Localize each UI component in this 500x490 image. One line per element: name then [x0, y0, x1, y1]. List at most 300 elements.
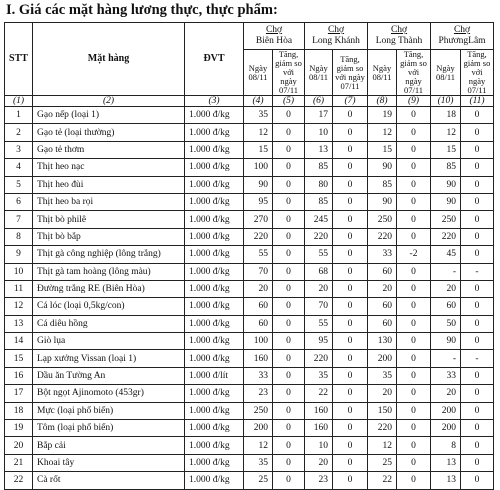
row-stt: 16 — [5, 367, 33, 384]
row-stt: 22 — [5, 472, 33, 489]
row-price-long-thanh: 60 — [368, 315, 397, 332]
table-row — [5, 437, 494, 454]
row-price-long-thanh: 200 — [368, 350, 397, 367]
row-price-long-thanh: 25 — [368, 454, 397, 471]
row-change-long-thanh: 0 — [397, 454, 431, 471]
price-table — [4, 22, 494, 490]
row-change-long-khanh: 0 — [333, 211, 368, 228]
row-change-bien-hoa: 0 — [273, 367, 305, 384]
header-market-bien-hoa — [244, 23, 305, 50]
row-unit: 1.000 đ/kg — [185, 298, 244, 315]
row-stt: 2 — [5, 124, 33, 141]
table-row — [5, 141, 494, 158]
row-change-phuong-lam: 0 — [461, 333, 494, 350]
row-price-long-khanh: 20 — [305, 454, 333, 471]
table-row — [5, 350, 494, 367]
row-item: Dầu ăn Tường An — [33, 367, 185, 384]
row-unit: 1.000 đ/kg — [185, 141, 244, 158]
row-price-bien-hoa: 55 — [244, 246, 273, 263]
row-price-long-khanh: 20 — [305, 280, 333, 297]
market-name: Long Khánh — [312, 36, 360, 46]
header-item: Mặt hàng — [33, 23, 185, 96]
row-unit: 1.000 đ/kg — [185, 124, 244, 141]
row-price-phuong-lam: 13 — [431, 472, 461, 489]
row-change-phuong-lam: 0 — [461, 420, 494, 437]
row-change-phuong-lam: 0 — [461, 107, 494, 124]
row-price-long-khanh: 95 — [305, 333, 333, 350]
row-change-phuong-lam: 0 — [461, 159, 494, 176]
row-change-bien-hoa: 0 — [273, 228, 305, 245]
row-change-long-thanh: 0 — [397, 315, 431, 332]
row-change-long-khanh: 0 — [333, 437, 368, 454]
row-price-bien-hoa: 20 — [244, 280, 273, 297]
row-stt: 3 — [5, 141, 33, 158]
row-price-phuong-lam: 90 — [431, 193, 461, 210]
column-number: (3) — [185, 96, 244, 107]
row-change-phuong-lam: 0 — [461, 228, 494, 245]
row-price-bien-hoa: 100 — [244, 159, 273, 176]
market-name: PhươngLâm — [438, 36, 486, 46]
row-price-bien-hoa: 35 — [244, 107, 273, 124]
row-unit: 1.000 đ/kg — [185, 176, 244, 193]
row-item: Thịt bò philê — [33, 211, 185, 228]
row-change-long-khanh: 0 — [333, 333, 368, 350]
row-change-long-khanh: 0 — [333, 280, 368, 297]
row-price-phuong-lam: 60 — [431, 298, 461, 315]
header-unit: ĐVT — [185, 23, 244, 96]
table-row — [5, 176, 494, 193]
market-name: Biên Hòa — [255, 36, 293, 46]
row-price-long-khanh: 245 — [305, 211, 333, 228]
row-change-long-thanh: 0 — [397, 193, 431, 210]
section-title: I. Giá các mặt hàng lương thực, thực phẩm: — [6, 2, 278, 18]
row-price-phuong-lam: 13 — [431, 454, 461, 471]
row-price-phuong-lam: 200 — [431, 420, 461, 437]
header-market-phuong-lam — [431, 23, 494, 50]
row-item: Gạo tẻ (loại thường) — [33, 124, 185, 141]
table-body — [5, 107, 494, 490]
row-price-phuong-lam: 8 — [431, 437, 461, 454]
row-price-long-khanh: 13 — [305, 141, 333, 158]
row-unit: 1.000 đ/kg — [185, 385, 244, 402]
row-price-phuong-lam: - — [431, 263, 461, 280]
row-change-long-thanh: 0 — [397, 280, 431, 297]
row-price-long-khanh: 160 — [305, 402, 333, 419]
row-unit: 1.000 đ/kg — [185, 402, 244, 419]
row-change-long-thanh: 0 — [397, 124, 431, 141]
row-stt: 8 — [5, 228, 33, 245]
row-item: Cà rốt — [33, 472, 185, 489]
row-change-long-khanh: 0 — [333, 315, 368, 332]
row-unit: 1.000 đ/kg — [185, 454, 244, 471]
row-price-phuong-lam: 50 — [431, 315, 461, 332]
row-change-phuong-lam: 0 — [461, 176, 494, 193]
table-row — [5, 246, 494, 263]
row-change-long-thanh: 0 — [397, 211, 431, 228]
table-row — [5, 367, 494, 384]
row-price-bien-hoa: 95 — [244, 193, 273, 210]
row-change-bien-hoa: 0 — [273, 193, 305, 210]
row-change-bien-hoa: 0 — [273, 159, 305, 176]
row-price-bien-hoa: 12 — [244, 124, 273, 141]
row-change-bien-hoa: 0 — [273, 402, 305, 419]
row-price-long-khanh: 85 — [305, 193, 333, 210]
table-row — [5, 193, 494, 210]
row-change-bien-hoa: 0 — [273, 298, 305, 315]
market-prefix: Chợ — [265, 25, 283, 35]
row-change-bien-hoa: 0 — [273, 124, 305, 141]
header-stt: STT — [5, 23, 33, 96]
table-row — [5, 228, 494, 245]
row-item: Cá lóc (loại 0,5kg/con) — [33, 298, 185, 315]
column-number: (2) — [33, 96, 185, 107]
row-item: Gạo nếp (loại 1) — [33, 107, 185, 124]
header-change: Tăng, giảm so với ngày 07/11 — [461, 50, 494, 96]
header-market-long-thanh — [368, 23, 431, 50]
header-change: Tăng, giảm so với ngày 07/11 — [273, 50, 305, 96]
row-stt: 11 — [5, 280, 33, 297]
row-item: Lạp xưởng Vissan (loại 1) — [33, 350, 185, 367]
row-change-long-khanh: 0 — [333, 298, 368, 315]
row-change-phuong-lam: 0 — [461, 298, 494, 315]
row-price-long-thanh: 33 — [368, 246, 397, 263]
row-item: Cá diêu hồng — [33, 315, 185, 332]
table-row — [5, 280, 494, 297]
row-stt: 21 — [5, 454, 33, 471]
row-stt: 5 — [5, 176, 33, 193]
row-stt: 20 — [5, 437, 33, 454]
column-number: (1) — [5, 96, 33, 107]
row-item: Bột ngọt Ajinomoto (453gr) — [33, 385, 185, 402]
table-row — [5, 159, 494, 176]
row-change-bien-hoa: 0 — [273, 263, 305, 280]
row-price-bien-hoa: 270 — [244, 211, 273, 228]
row-item: Khoai tây — [33, 454, 185, 471]
row-price-bien-hoa: 60 — [244, 298, 273, 315]
row-price-bien-hoa: 23 — [244, 385, 273, 402]
header-day: Ngày 08/11 — [244, 50, 273, 96]
row-stt: 7 — [5, 211, 33, 228]
row-item: Tôm (loại phổ biến) — [33, 420, 185, 437]
row-change-long-thanh: 0 — [397, 402, 431, 419]
row-change-long-khanh: 0 — [333, 350, 368, 367]
row-change-long-thanh: 0 — [397, 385, 431, 402]
row-price-phuong-lam: 18 — [431, 107, 461, 124]
header-market-long-khanh — [305, 23, 368, 50]
row-change-phuong-lam: 0 — [461, 454, 494, 471]
row-price-phuong-lam: 90 — [431, 176, 461, 193]
row-stt: 6 — [5, 193, 33, 210]
row-change-phuong-lam: - — [461, 263, 494, 280]
row-price-long-khanh: 70 — [305, 298, 333, 315]
row-change-long-khanh: 0 — [333, 107, 368, 124]
table-row — [5, 315, 494, 332]
row-change-bien-hoa: 0 — [273, 107, 305, 124]
row-change-long-khanh: 0 — [333, 159, 368, 176]
column-number: (10) — [431, 96, 461, 107]
row-stt: 10 — [5, 263, 33, 280]
row-price-bien-hoa: 100 — [244, 333, 273, 350]
row-price-phuong-lam: - — [431, 350, 461, 367]
header-change: Tăng, giảm so với ngày 07/11 — [333, 50, 368, 96]
row-unit: 1.000 đ/kg — [185, 420, 244, 437]
row-stt: 15 — [5, 350, 33, 367]
row-price-long-thanh: 85 — [368, 176, 397, 193]
row-change-bien-hoa: 0 — [273, 176, 305, 193]
row-price-long-thanh: 130 — [368, 333, 397, 350]
row-change-long-thanh: 0 — [397, 107, 431, 124]
table-row — [5, 402, 494, 419]
row-change-bien-hoa: 0 — [273, 420, 305, 437]
row-price-bien-hoa: 90 — [244, 176, 273, 193]
table-row — [5, 420, 494, 437]
row-price-bien-hoa: 160 — [244, 350, 273, 367]
row-price-long-khanh: 160 — [305, 420, 333, 437]
row-price-phuong-lam: 85 — [431, 159, 461, 176]
row-change-long-khanh: 0 — [333, 420, 368, 437]
table-row — [5, 263, 494, 280]
row-change-bien-hoa: 0 — [273, 454, 305, 471]
table-row — [5, 454, 494, 471]
row-stt: 13 — [5, 315, 33, 332]
row-item: Thịt gà tam hoàng (lông màu) — [33, 263, 185, 280]
row-unit: 1.000 đ/kg — [185, 350, 244, 367]
column-number: (6) — [305, 96, 333, 107]
row-item: Mực (loại phổ biến) — [33, 402, 185, 419]
row-change-long-khanh: 0 — [333, 454, 368, 471]
row-change-phuong-lam: 0 — [461, 141, 494, 158]
row-price-bien-hoa: 70 — [244, 263, 273, 280]
row-change-bien-hoa: 0 — [273, 472, 305, 489]
row-price-phuong-lam: 20 — [431, 280, 461, 297]
row-item: Thịt bò bắp — [33, 228, 185, 245]
row-change-phuong-lam: 0 — [461, 402, 494, 419]
row-unit: 1.000 đ/kg — [185, 263, 244, 280]
row-price-bien-hoa: 35 — [244, 454, 273, 471]
row-change-long-khanh: 0 — [333, 385, 368, 402]
row-stt: 9 — [5, 246, 33, 263]
row-change-phuong-lam: 0 — [461, 193, 494, 210]
row-price-long-khanh: 35 — [305, 367, 333, 384]
row-unit: 1.000 đ/kg — [185, 280, 244, 297]
row-price-long-khanh: 10 — [305, 437, 333, 454]
row-change-long-thanh: 0 — [397, 437, 431, 454]
row-item: Thịt heo ba rọi — [33, 193, 185, 210]
row-price-bien-hoa: 250 — [244, 402, 273, 419]
row-item: Gạo tẻ thơm — [33, 141, 185, 158]
row-change-long-thanh: 0 — [397, 367, 431, 384]
row-change-phuong-lam: 0 — [461, 124, 494, 141]
row-price-bien-hoa: 33 — [244, 367, 273, 384]
row-price-long-thanh: 220 — [368, 228, 397, 245]
row-change-long-thanh: 0 — [397, 228, 431, 245]
row-change-long-khanh: 0 — [333, 141, 368, 158]
row-price-long-khanh: 220 — [305, 350, 333, 367]
column-number: (11) — [461, 96, 494, 107]
row-price-long-khanh: 55 — [305, 315, 333, 332]
row-change-phuong-lam: 0 — [461, 211, 494, 228]
column-number: (5) — [273, 96, 305, 107]
row-change-long-thanh: 0 — [397, 159, 431, 176]
header-day: Ngày 08/11 — [368, 50, 397, 96]
column-number: (7) — [333, 96, 368, 107]
row-stt: 4 — [5, 159, 33, 176]
row-change-long-khanh: 0 — [333, 367, 368, 384]
row-price-phuong-lam: 220 — [431, 228, 461, 245]
row-price-bien-hoa: 15 — [244, 141, 273, 158]
row-stt: 14 — [5, 333, 33, 350]
row-price-bien-hoa: 25 — [244, 472, 273, 489]
row-change-long-thanh: 0 — [397, 472, 431, 489]
row-change-bien-hoa: 0 — [273, 211, 305, 228]
row-change-bien-hoa: 0 — [273, 385, 305, 402]
row-price-long-thanh: 19 — [368, 107, 397, 124]
row-change-long-khanh: 0 — [333, 472, 368, 489]
row-price-long-thanh: 15 — [368, 141, 397, 158]
row-price-long-thanh: 12 — [368, 124, 397, 141]
row-item: Thịt gà công nghiệp (lông trắng) — [33, 246, 185, 263]
row-change-long-thanh: 0 — [397, 141, 431, 158]
row-change-long-khanh: 0 — [333, 246, 368, 263]
row-price-bien-hoa: 12 — [244, 437, 273, 454]
row-price-long-khanh: 68 — [305, 263, 333, 280]
row-price-long-thanh: 90 — [368, 159, 397, 176]
row-change-long-khanh: 0 — [333, 124, 368, 141]
row-price-phuong-lam: 33 — [431, 367, 461, 384]
row-unit: 1.000 đ/kg — [185, 159, 244, 176]
row-stt: 1 — [5, 107, 33, 124]
row-unit: 1.000 đ/kg — [185, 437, 244, 454]
row-change-long-thanh: 0 — [397, 420, 431, 437]
row-price-long-thanh: 60 — [368, 298, 397, 315]
row-price-long-khanh: 10 — [305, 124, 333, 141]
market-prefix: Chợ — [453, 25, 471, 35]
row-change-long-thanh: 0 — [397, 333, 431, 350]
row-price-phuong-lam: 200 — [431, 402, 461, 419]
row-price-long-khanh: 80 — [305, 176, 333, 193]
row-item: Đường trắng RE (Biên Hòa) — [33, 280, 185, 297]
row-item: Thịt heo nạc — [33, 159, 185, 176]
table-row — [5, 385, 494, 402]
row-change-bien-hoa: 0 — [273, 350, 305, 367]
column-number: (4) — [244, 96, 273, 107]
row-change-phuong-lam: 0 — [461, 437, 494, 454]
row-change-long-khanh: 0 — [333, 402, 368, 419]
row-price-long-thanh: 22 — [368, 472, 397, 489]
row-unit: 1.000 đ/kg — [185, 333, 244, 350]
row-price-bien-hoa: 60 — [244, 315, 273, 332]
row-price-long-khanh: 85 — [305, 159, 333, 176]
table-row — [5, 107, 494, 124]
row-unit: 1.000 đ/kg — [185, 472, 244, 489]
row-price-long-thanh: 250 — [368, 211, 397, 228]
row-price-long-thanh: 60 — [368, 263, 397, 280]
row-unit: 1.000 đ/lít — [185, 367, 244, 384]
row-change-long-thanh: 0 — [397, 176, 431, 193]
row-change-long-khanh: 0 — [333, 176, 368, 193]
row-change-phuong-lam: 0 — [461, 315, 494, 332]
row-change-long-khanh: 0 — [333, 193, 368, 210]
row-change-bien-hoa: 0 — [273, 141, 305, 158]
row-stt: 12 — [5, 298, 33, 315]
row-change-long-thanh: 0 — [397, 298, 431, 315]
row-price-bien-hoa: 220 — [244, 228, 273, 245]
row-change-phuong-lam: 0 — [461, 280, 494, 297]
row-change-long-thanh: 0 — [397, 350, 431, 367]
row-change-bien-hoa: 0 — [273, 333, 305, 350]
row-item: Giò lụa — [33, 333, 185, 350]
row-unit: 1.000 đ/kg — [185, 107, 244, 124]
table-row — [5, 333, 494, 350]
table-row — [5, 298, 494, 315]
row-change-bien-hoa: 0 — [273, 315, 305, 332]
row-change-bien-hoa: 0 — [273, 437, 305, 454]
row-change-long-thanh: -2 — [397, 246, 431, 263]
row-price-phuong-lam: 12 — [431, 124, 461, 141]
row-price-bien-hoa: 200 — [244, 420, 273, 437]
row-price-long-thanh: 90 — [368, 193, 397, 210]
row-unit: 1.000 đ/kg — [185, 315, 244, 332]
row-price-long-khanh: 22 — [305, 385, 333, 402]
row-price-phuong-lam: 15 — [431, 141, 461, 158]
row-price-long-khanh: 23 — [305, 472, 333, 489]
row-change-bien-hoa: 0 — [273, 246, 305, 263]
row-price-long-thanh: 20 — [368, 280, 397, 297]
row-stt: 18 — [5, 402, 33, 419]
row-unit: 1.000 đ/kg — [185, 193, 244, 210]
market-prefix: Chợ — [390, 25, 408, 35]
header-change: Tăng, giảm so với ngày 07/11 — [397, 50, 431, 96]
row-change-phuong-lam: - — [461, 350, 494, 367]
row-stt: 19 — [5, 420, 33, 437]
row-change-phuong-lam: 0 — [461, 367, 494, 384]
row-stt: 17 — [5, 385, 33, 402]
row-change-bien-hoa: 0 — [273, 280, 305, 297]
row-unit: 1.000 đ/kg — [185, 228, 244, 245]
column-number: (8) — [368, 96, 397, 107]
row-change-long-khanh: 0 — [333, 228, 368, 245]
market-prefix: Chợ — [327, 25, 345, 35]
row-price-phuong-lam: 90 — [431, 333, 461, 350]
header-day: Ngày 08/11 — [431, 50, 461, 96]
row-change-phuong-lam: 0 — [461, 472, 494, 489]
table-row — [5, 211, 494, 228]
row-unit: 1.000 đ/kg — [185, 246, 244, 263]
row-price-phuong-lam: 45 — [431, 246, 461, 263]
table-row — [5, 124, 494, 141]
row-change-phuong-lam: 0 — [461, 246, 494, 263]
row-price-long-thanh: 35 — [368, 367, 397, 384]
row-item: Thịt heo đùi — [33, 176, 185, 193]
row-change-phuong-lam: 0 — [461, 385, 494, 402]
row-item: Bắp cải — [33, 437, 185, 454]
row-price-long-thanh: 220 — [368, 420, 397, 437]
row-price-long-thanh: 12 — [368, 437, 397, 454]
row-change-long-thanh: 0 — [397, 263, 431, 280]
header-day: Ngày 08/11 — [305, 50, 333, 96]
row-price-phuong-lam: 250 — [431, 211, 461, 228]
market-name: Long Thành — [375, 36, 423, 46]
row-unit: 1.000 đ/kg — [185, 211, 244, 228]
row-price-phuong-lam: 20 — [431, 385, 461, 402]
table-row — [5, 472, 494, 489]
row-change-long-khanh: 0 — [333, 263, 368, 280]
row-price-long-khanh: 55 — [305, 246, 333, 263]
row-price-long-khanh: 220 — [305, 228, 333, 245]
row-price-long-thanh: 20 — [368, 385, 397, 402]
column-number-row — [5, 96, 494, 107]
column-number: (9) — [397, 96, 431, 107]
